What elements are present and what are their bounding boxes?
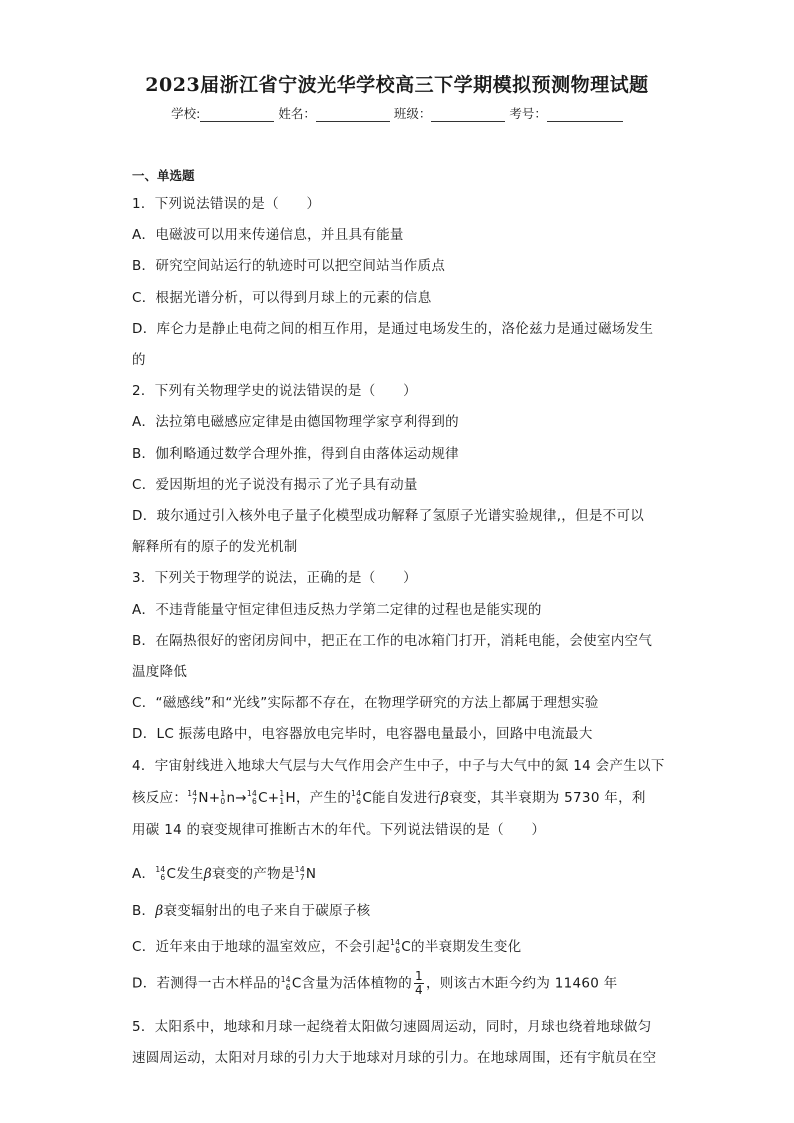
option-a-mid: 发生 [176, 866, 204, 882]
question-4-option-b [132, 899, 370, 919]
fraction-one-quarter [414, 970, 424, 997]
reaction-mid: ，产生的 [295, 790, 352, 806]
reaction-intro: 核反应： [132, 790, 188, 806]
question-3-option-b-continued: 温度降低 [132, 664, 188, 680]
question-1-stem: 1．下列说法错误的是（ ） [132, 196, 321, 212]
question-2-option-d-continued: 解释所有的原子的发光机制 [132, 539, 298, 555]
question-3-option-c: C．“磁感线”和“光线”实际都不存在，在物理学研究的方法上都属于理想实验 [132, 695, 599, 711]
question-4-stem-end: 用碳 14 的衰变规律可推断古木的年代。下列说法错误的是（ ） [132, 822, 546, 838]
question-2-option-c: C．爱因斯坦的光子说没有揭示了光子具有动量 [132, 477, 418, 493]
fraction-denominator: 4 [415, 983, 423, 997]
question-2-option-a: A．法拉第电磁感应定律是由德国物理学家亨利得到的 [132, 414, 459, 430]
reaction-end: 衰变，其半衰期为 5730 年，利 [449, 790, 646, 806]
question-3-stem: 3．下列关于物理学的说法，正确的是（ ） [132, 570, 417, 586]
question-5-stem: 5．太阳系中，地球和月球一起绕着太阳做匀速圆周运动，同时，月球也绕着地球做匀 [132, 1019, 652, 1035]
beta-symbol: β [441, 790, 450, 806]
name-label: 姓名： [278, 106, 316, 121]
option-d-mid: 含量为活体植物的 [301, 975, 412, 992]
class-blank[interactable] [431, 107, 505, 122]
nuclear-equation: 14 7N+1 0n→14 6C+1 1H [187, 789, 296, 806]
question-2-option-b: B．伽利略通过数学合理外推，得到自由落体运动规律 [132, 446, 459, 462]
question-1-option-b: B．研究空间站运行的轨迹时可以把空间站当作质点 [132, 258, 446, 274]
reaction-tail: 能自发进行 [372, 790, 442, 806]
option-b-label: B． [132, 903, 156, 919]
question-4-option-c: C．近年来由于地球的温室效应，不会引起14 6C的半衰期发生变化 [132, 938, 522, 955]
option-a-text: 衰变的产物是 [211, 866, 295, 882]
section-heading: 一、单选题 [132, 168, 195, 183]
question-3-option-d: D．LC 振荡电路中，电容器放电完毕时，电容器电量最小，回路中电流最大 [132, 726, 593, 742]
fraction-numerator: 1 [415, 969, 423, 983]
question-4-stem-reaction-line: 核反应：14 7N+1 0n→14 6C+1 1H，产生的14 6C能自发进行β衰变，其半衰期为 5730 年，利 [132, 789, 646, 806]
beta-symbol: β [203, 866, 212, 882]
question-1-option-d-continued: 的 [132, 352, 146, 368]
question-1-option-c: C．根据光谱分析，可以得到月球上的元素的信息 [132, 290, 432, 306]
question-4-option-a: A．14 6C发生β衰变的产物是14 7N [132, 865, 317, 882]
question-1-option-d: D．库仑力是静止电荷之间的相互作用，是通过电场发生的，洛伦兹力是通过磁场发生 [132, 321, 654, 337]
question-2-stem: 2．下列有关物理学史的说法错误的是（ ） [132, 383, 417, 399]
question-1-option-a: A．电磁波可以用来传递信息，并且具有能量 [132, 227, 404, 243]
student-info-line [0, 104, 794, 122]
page-title: 2023届浙江省宁波光华学校高三下学期模拟预测物理试题 [145, 74, 649, 96]
question-4-stem: 4．宇宙射线进入地球大气层与大气作用会产生中子，中子与大气中的氮 14 会产生以下 [132, 758, 665, 774]
option-d-text-end: ，则该古木距今约为 11460 年 [425, 975, 618, 992]
question-3-option-a: A．不违背能量守恒定律但违反热力学第二定律的过程也是能实现的 [132, 602, 542, 618]
question-5-stem-continued: 速圆周运动，太阳对月球的引力大于地球对月球的引力。在地球周围，还有宇航员在空 [132, 1050, 657, 1066]
option-a-label: A． [132, 866, 156, 882]
class-label: 班级： [393, 106, 432, 121]
question-2-option-d: D．玻尔通过引入核外电子量子化模型成功解释了氢原子光谱实验规律,，但是不可以 [132, 508, 645, 524]
question-3-option-b: B．在隔热很好的密闭房间中，把正在工作的电冰箱门打开，消耗电能，会使室内空气 [132, 633, 653, 649]
question-4-option-d: D．若测得一古木样品的14 6C含量为活体植物的 $\frac{1}{4}$ ，则该古木距今约为 11460 年 [132, 969, 618, 997]
school-blank[interactable] [200, 107, 274, 122]
school-label: 学校: [171, 106, 201, 121]
number-blank[interactable] [547, 107, 623, 122]
name-blank[interactable] [316, 107, 390, 122]
number-label: 考号： [509, 106, 547, 121]
option-d-text: D．若测得一古木样品的 [132, 975, 281, 992]
option-c-text-end: 的半衰期发生变化 [411, 939, 522, 955]
beta-symbol: β [155, 903, 164, 919]
option-c-text: C．近年来由于地球的温室效应，不会引起 [132, 939, 391, 955]
option-b-text: 衰变辐射出的电子来自于碳原子核 [163, 903, 371, 919]
